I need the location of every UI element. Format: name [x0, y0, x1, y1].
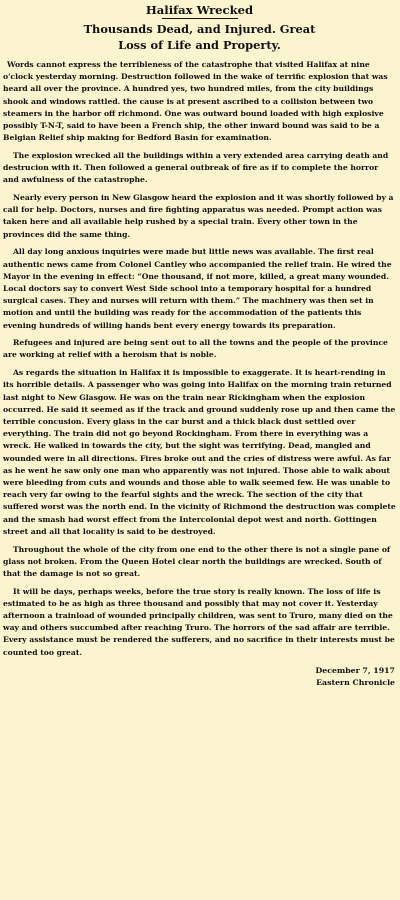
publication-date: December 7, 1917 — [315, 665, 395, 675]
signoff — [3, 665, 396, 689]
paragraph-7: Throughout the whole of the city from one end to the other there is not a single pane of glass not broken. From the Queen Hotel clear north the buildings are wrecked. South of that the damage is not so great. — [3, 544, 391, 578]
paragraph-2: The explosion wrecked all the buildings within a very extended area carrying death and destrucion with it. Then followed a general outbreak of fire as if to complete the horror and awfulness of the catastrophe. — [3, 150, 389, 185]
subheadline-line-1: Thousands Dead, and Injured. Great — [83, 22, 316, 36]
paragraph-1: Words cannot express the terribleness of the catastrophe that visited Halifax at nine o'clock yesterday morning. Destruction followed in the wake of terrific explosion that was heard all over the province. A hundred yes, two hundred miles, from the city buildings shook and windows rattled. the cause is at present ascribed to a collision between two steamers in the harbor off richmond. One was outward bound loaded with high explosive possibly T-N-T, said to have been a French ship, the other inward bound was said to be a Belgian Relief ship making for Bedford Basin for examination. — [3, 60, 388, 143]
paragraph-8: It will be days, perhaps weeks, before the true story is really known. The loss of life is estimated to be as high as three thousand and possibly that may not cover it. Yesterday afternoon a trainload of wounded principally children, was sent to Truro, many died on the way and others succumbed after reaching Truro. The horrors of the sad affair are terrible. Every assistance must be rendered the sufferers, and no sacrifice in their interests must be counted too great. — [3, 586, 395, 657]
headline-underline — [162, 18, 238, 19]
article-body — [3, 59, 396, 659]
publication-source: Eastern Chronicle — [316, 677, 395, 687]
paragraph-6: As regards the situation in Halifax it is impossible to exaggerate. It is heart-rending in its horrible details. A passenger who was going into Halifax on the morning train returned last night to New Glasgow. He was on the train near Rickingham when the explosion occurred. He said it seemed as if the track and ground suddenly rose up and then came the terrible concusion. Every glass in the car burst and a thick black dust settled over everything. The train did not go beyond Rockingham. From there in everything was a wreck. He walked in towards the city, but the sight was terrifying. Dead, mangled and wounded were in all directions. Fires broke out and the cries of distress were awful. As far as he went he saw only one man who apparently was not injured. Those able to walk about were bleeding from cuts and wounds and those able to walk seemed few. He was unable to reach very far owing to the fearful sights and the wreck. The section of the city that suffered worst was the north end. In the vicinity of Richmond the destruction was complete and the smash had worst effect from the Intercolonial depot west and north. Gottingen street and all that locality is said to be destroyed. — [3, 368, 396, 536]
paragraph-3: Nearly every person in New Glasgow heard the explosion and it was shortly followed by a call for help. Doctors, nurses and fire fighting apparatus was needed. Prompt action was taken here and all available help rushed by a special train. Every other town in the provinces did the same thing. — [3, 193, 394, 239]
subheadline — [3, 22, 396, 53]
paragraph-4: All day long anxious inquiries were made but little news was available. The first real authentic news came from Colonel Cantley who accompanied the relief train. He wired the Mayor in the evening in effect: “One thousand, if not more, killed, a great many wounded. Local doctors say to convert West Side school into a temporary hospital for a hundred surgical cases. They and nurses will return with them.” The machinery was then set in motion and until the building was ready for the accommodation of the patients this evening hundreds of willing hands bent every energy towards its preparation. — [3, 247, 392, 330]
subheadline-line-2: Loss of Life and Property. — [118, 37, 281, 52]
paragraph-5: Refugees and injured are being sent out to all the towns and the people of the province are working at relief with a heroism that is noble. — [3, 338, 388, 360]
headline: Halifax Wrecked — [145, 3, 254, 17]
